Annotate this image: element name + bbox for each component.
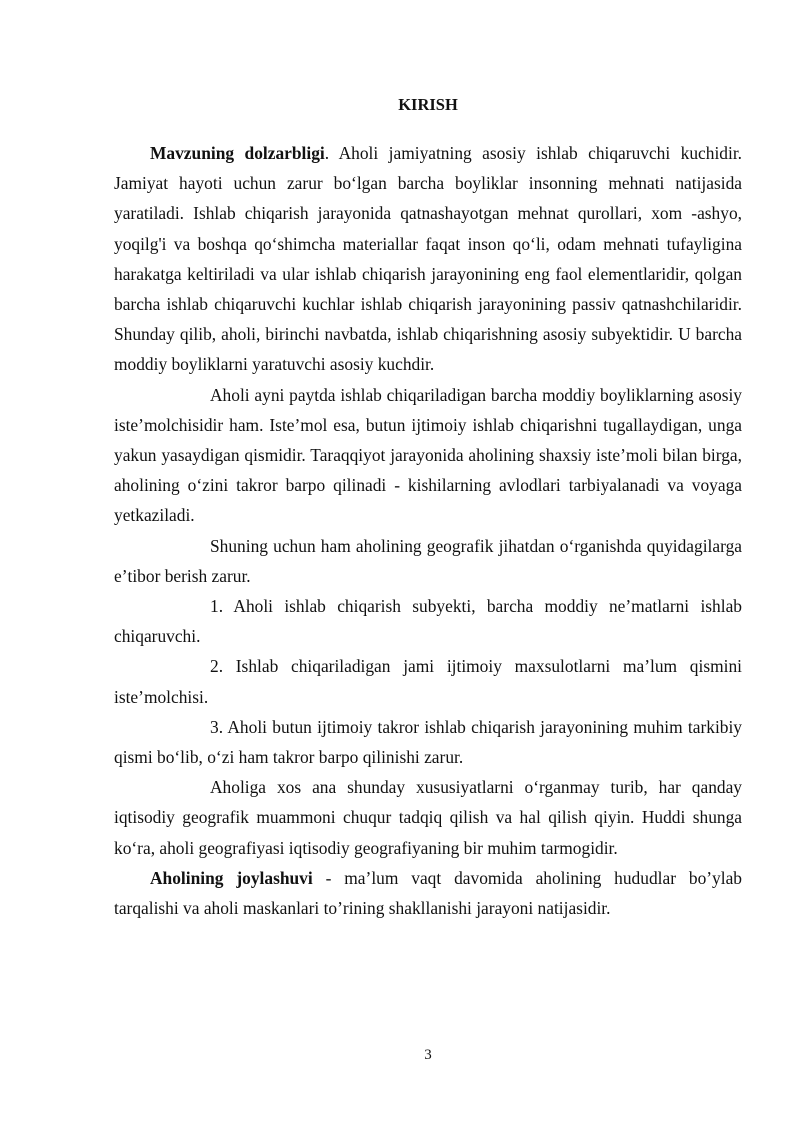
paragraph-text: . Aholi jamiyatning asosiy ishlab chiqaruvchi kuchidir. Jamiyat hayoti uchun zarur boʻlgan barcha boyliklar insonning mehnati natijasida yaratiladi. Ishlab chiqarish jarayonida qatnashayotgan mehnat qurollari, xom -ashyo, yoqilg'i va boshqa qoʻshimcha materiallar faqat inson qoʻli, odam mehnati tufayligina harakatga keltiriladi va ular ishlab chiqarish jarayonining eng faol elementlaridir, qolgan barcha ishlab chiqaruvchi kuchlar ishlab chiqarish jarayonining passiv qatnashchilaridir. Shunday qilib, aholi, birinchi navbatda, ishlab chiqarishning asosiy subyektidir. U barcha moddiy boyliklarni yaratuvchi asosiy kuchdir. [114, 143, 743, 375]
page-title: KIRISH [398, 95, 458, 114]
list-item: 2. Ishlab chiqariladigan jami ijtimoiy maxsulotlarni maʼlum qismini isteʼmolchisi. [114, 656, 742, 707]
paragraph: Aholi ayni paytda ishlab chiqariladigan barcha moddiy boyliklarning asosiy isteʼmolchisidir ham. Isteʼmol esa, butun ijtimoiy ishlab chiqarishni tugallaydigan, unga yakun yasaydigan qismidir. Taraqqiyot jarayonida aholining shaxsiy isteʼmoli bilan birga, aholining oʻzini takror barpo qilinadi - kishilarning avlodlari tarbiyalanadi va voyaga yetkaziladi. [114, 384, 742, 526]
list-item: 3. Aholi butun ijtimoiy takror ishlab chiqarish jarayonining muhim tarkibiy qismi boʻlib, oʻzi ham takror barpo qilinishi zarur. [114, 716, 742, 768]
document-page [114, 0, 742, 1131]
paragraph-lead: Aholining joylashuvi [150, 867, 313, 888]
document-body [114, 138, 742, 923]
paragraph-population-distribution [114, 863, 742, 923]
paragraph: Shuning uchun ham aholining geografik jihatdan oʻrganishda quyidagilarga eʼtibor berish zarur. [114, 535, 742, 586]
paragraph-text: - maʼlum vaqt davomida aholining hududlar boʼylab tarqalishi va aholi maskanlari toʼrining shakllanishi jarayoni natijasidir. [114, 867, 742, 919]
paragraph: Aholiga xos ana shunday xususiyatlarni oʻrganmay turib, har qanday iqtisodiy geografik muammoni chuqur tadqiq qilish va hal qilish qiyin. Huddi shunga koʻra, aholi geografiyasi iqtisodiy geografiyaning bir muhim tarmogidir. [114, 777, 742, 858]
page-number: 3 [424, 1047, 432, 1063]
paragraph-relevance [114, 138, 742, 380]
paragraph-lead: Mavzuning dolzarbligi [150, 143, 325, 163]
list-item: 1. Aholi ishlab chiqarish subyekti, barcha moddiy neʼmatlarni ishlab chiqaruvchi. [114, 596, 742, 647]
